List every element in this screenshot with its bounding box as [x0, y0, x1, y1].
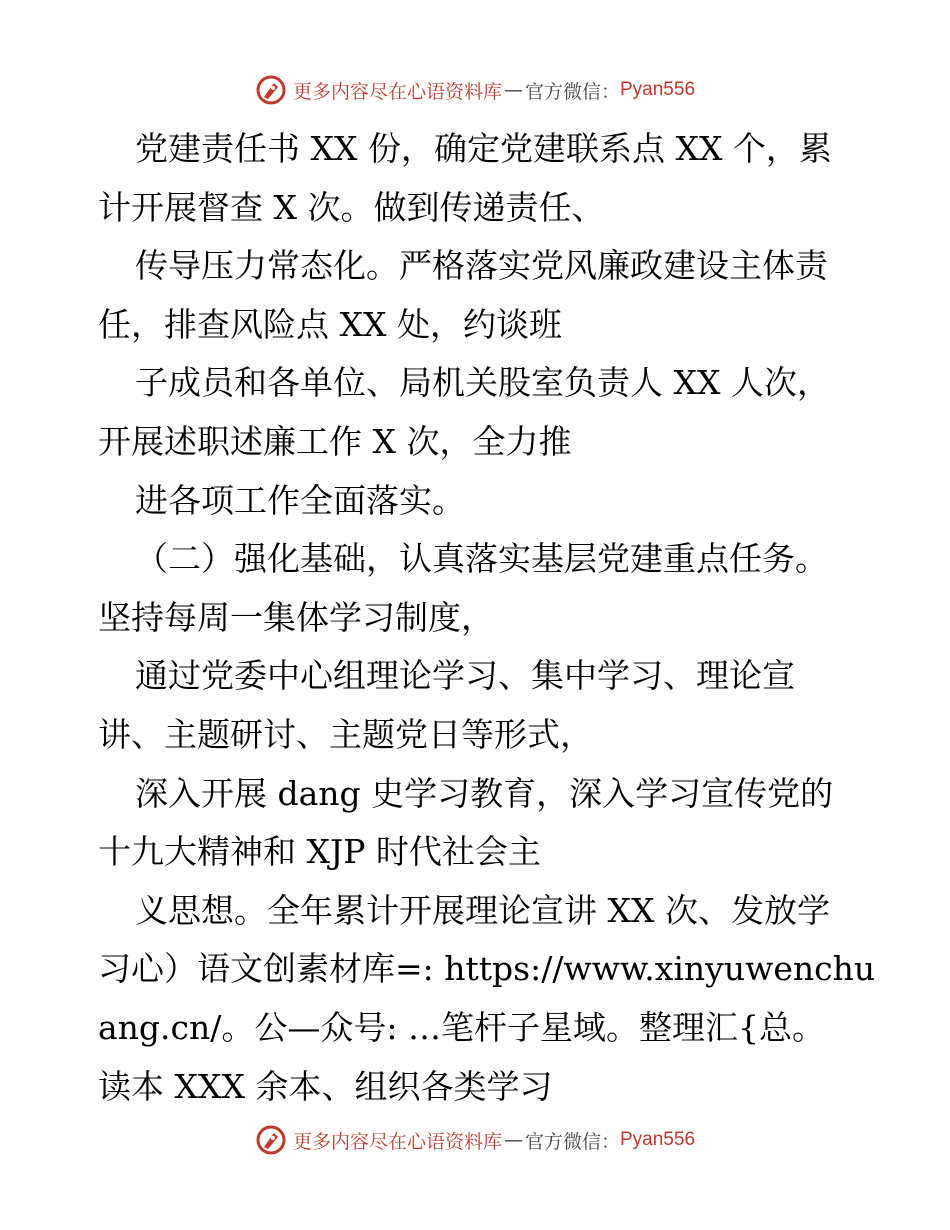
header-wechat-id: Pyan556 [620, 79, 696, 100]
footer-wechat-label: 官方微信： [524, 1130, 620, 1153]
body-line: 计开展督查 X 次。做到传递责任、 [98, 187, 605, 227]
footer-dash: — [503, 1129, 523, 1151]
body-line: 开展述职述廉工作 X 次，全力推 [98, 421, 572, 461]
footer-wechat-id: Pyan556 [620, 1129, 696, 1150]
pen-nib-logo-icon [255, 74, 287, 106]
body-line: 深入开展 dang 史学习教育，深入学习宣传党的 [135, 773, 834, 813]
body-line: 坚持每周一集体学习制度， [98, 597, 494, 637]
header-banner [0, 70, 950, 110]
body-line: 任，排查风险点 XX 处，约谈班 [98, 304, 562, 344]
body-line: 传导压力常态化。严格落实党风廉政建设主体责 [135, 246, 828, 286]
body-line: ang.cn/。公—众号: …笔杆子星域。整理汇{总。 [98, 1007, 825, 1047]
body-line: 义思想。全年累计开展理论宣讲 XX 次、发放学 [135, 890, 830, 930]
footer-banner [0, 1120, 950, 1160]
section-heading: （二）强化基础，认真落实基层党建重点任务。 [135, 539, 828, 579]
header-promo-text: 更多内容尽在心语资料库 [292, 80, 502, 103]
body-line: 进各项工作全面落实。 [135, 480, 465, 520]
body-line: 读本 XXX 余本、组织各类学习 [98, 1066, 553, 1106]
header-wechat-label: 官方微信： [524, 80, 620, 103]
pen-nib-logo-icon [255, 1124, 287, 1156]
footer-promo-text: 更多内容尽在心语资料库 [292, 1130, 502, 1153]
body-line: 十九大精神和 XJP 时代社会主 [98, 832, 541, 872]
body-line: 通过党委中心组理论学习、集中学习、理论宣 [135, 656, 795, 696]
document-body [98, 120, 876, 1116]
header-dash: — [503, 79, 523, 101]
body-line: 讲、主题研讨、主题党日等形式， [98, 714, 593, 754]
body-line: 习心）语文创素材库=: https://www.xinyuwenchu [98, 949, 876, 989]
body-line: 子成员和各单位、局机关股室负责人 XX 人次， [135, 363, 830, 403]
body-line: 党建责任书 XX 份，确定党建联系点 XX 个，累 [135, 129, 832, 168]
